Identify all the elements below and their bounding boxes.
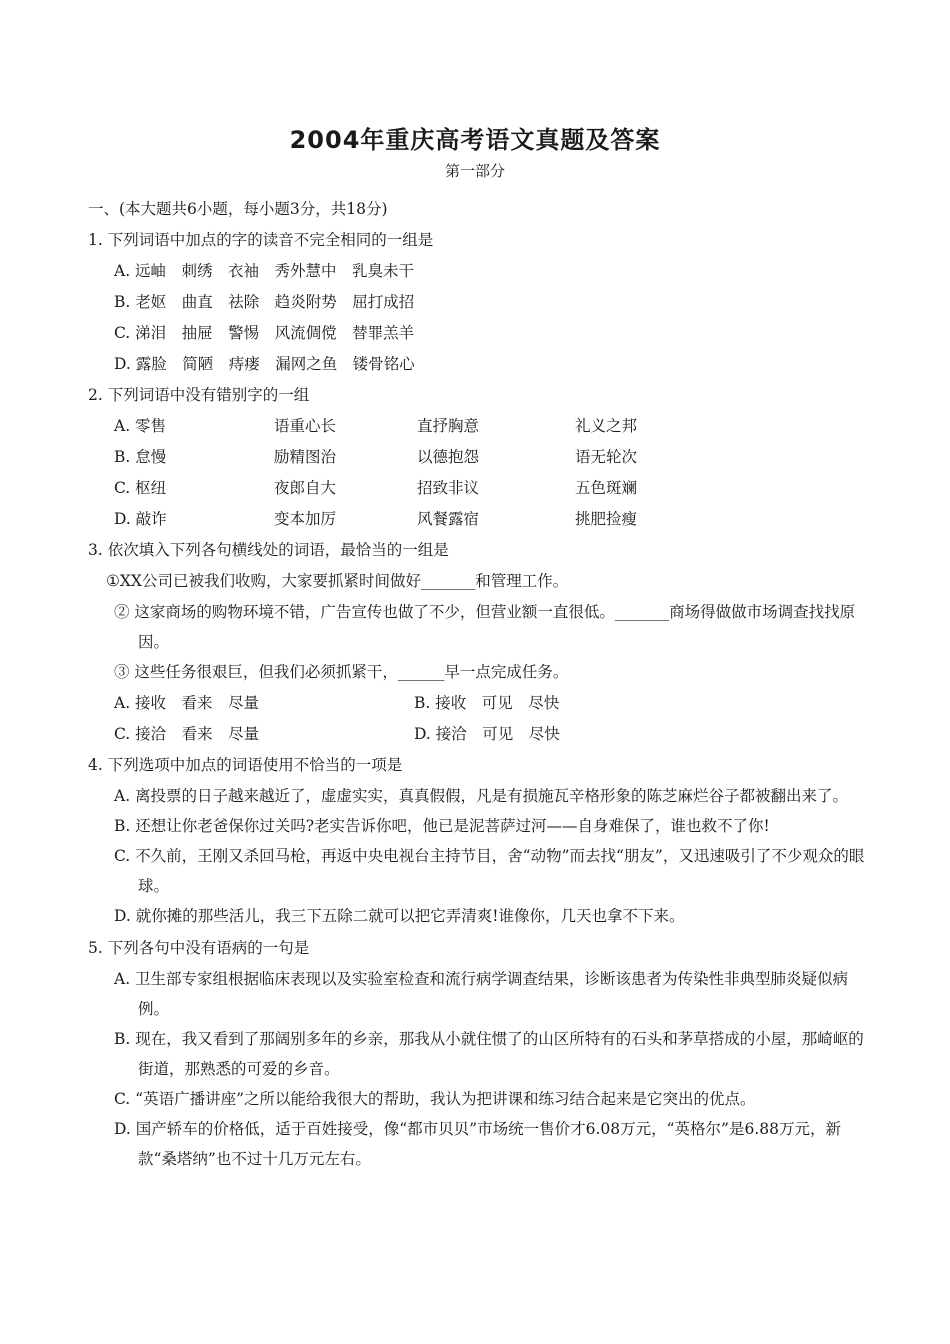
question-1-option-d: D. 露脸 简陋 痔瘘 漏网之鱼 镂骨铭心 — [114, 355, 415, 373]
question-1-option-b: B. 老妪 曲直 祛除 趋炎附势 屈打成招 — [114, 293, 415, 311]
question-1-option-a: A. 远岫 刺绣 衣袖 秀外慧中 乳臭未干 — [114, 262, 415, 280]
question-3-stem: 3. 依次填入下列各句横线处的词语，最恰当的一组是 — [88, 541, 449, 559]
question-4-option-c: C. 不久前，王刚又杀回马枪，再返中央电视台主持节目，舍“动物”而去找“朋友”，又迅速吸引了不少观众的眼球。 — [114, 847, 865, 895]
question-5-stem: 5. 下列各句中没有语病的一句是 — [88, 939, 310, 957]
option-cell: 励精图治 — [274, 448, 337, 466]
question-4-option-d: D. 就你摊的那些活儿，我三下五除二就可以把它弄清爽!谁像你，几天也拿不下来。 — [114, 907, 685, 925]
question-1-option-c: C. 涕泪 抽屉 警惕 风流倜傥 替罪羔羊 — [114, 324, 415, 342]
document-body — [88, 194, 878, 1174]
option-cell: 语无轮次 — [575, 448, 638, 466]
question-2-option-d — [88, 504, 878, 535]
question-5-option-a: A. 卫生部专家组根据临床表现以及实验室检查和流行病学调查结果，诊断该患者为传染性非典型肺炎疑似病例。 — [114, 970, 849, 1018]
question-4-stem: 4. 下列选项中加点的词语使用不恰当的一项是 — [88, 756, 403, 774]
option-cell: 五色斑斓 — [575, 479, 638, 497]
section-heading: 一、(本大题共6小题，每小题3分，共18分) — [88, 200, 388, 218]
document-title: 2004年重庆高考语文真题及答案 — [289, 126, 661, 154]
question-3-option-b: B. 接收 可见 尽快 — [414, 694, 560, 712]
question-5-option-b: B. 现在，我又看到了那阔别多年的乡亲，那我从小就住惯了的山区所特有的石头和茅草搭成的小屋，那崎岖的街道，那熟悉的可爱的乡音。 — [114, 1030, 864, 1078]
option-cell: 风餐露宿 — [417, 510, 480, 528]
question-2-option-a — [88, 411, 878, 442]
question-1-stem: 1. 下列词语中加点的字的读音不完全相同的一组是 — [88, 231, 434, 249]
question-3-sentence-1: ①XX公司已被我们收购，大家要抓紧时间做好_______和管理工作。 — [106, 572, 569, 590]
option-cell: 夜郎自大 — [274, 479, 337, 497]
option-cell: 挑肥捡瘦 — [575, 510, 638, 528]
question-4-option-a: A. 离投票的日子越来越近了，虚虚实实，真真假假，凡是有损施瓦辛格形象的陈芝麻烂谷子都被翻出来了。 — [114, 787, 849, 805]
question-3-sentence-2: ② 这家商场的购物环境不错，广告宣传也做了不少，但营业额一直很低。_______商场得做做市场调查找找原因。 — [114, 603, 856, 651]
question-5-option-c: C. “英语广播讲座”之所以能给我很大的帮助，我认为把讲课和练习结合起来是它突出的优点。 — [114, 1090, 756, 1108]
option-cell: D. 敲诈 — [114, 510, 167, 528]
question-3-option-d: D. 接洽 可见 尽快 — [414, 725, 560, 743]
option-cell: 直抒胸意 — [417, 417, 480, 435]
question-3-option-c: C. 接洽 看来 尽量 — [114, 725, 260, 743]
document-subtitle: 第一部分 — [444, 162, 505, 180]
option-cell: 礼义之邦 — [575, 417, 638, 435]
question-2-option-c — [88, 473, 878, 504]
option-cell: 招致非议 — [417, 479, 480, 497]
question-3-sentence-3: ③ 这些任务很艰巨，但我们必须抓紧干，______早一点完成任务。 — [114, 663, 569, 681]
question-3-options-row-2 — [88, 719, 878, 750]
question-3-option-a: A. 接收 看来 尽量 — [114, 694, 260, 712]
option-cell: 语重心长 — [274, 417, 337, 435]
option-cell: 以德抱怨 — [417, 448, 480, 466]
question-5-option-d: D. 国产轿车的价格低，适于百姓接受，像“都市贝贝”市场统一售价才6.08万元，“英格尔”是6.88万元，新款“桑塔纳”也不过十几万元左右。 — [114, 1120, 841, 1168]
question-4-option-b: B. 还想让你老爸保你过关吗?老实告诉你吧，他已是泥菩萨过河——自身难保了，谁也救不了你! — [114, 817, 770, 835]
option-cell: A. 零售 — [114, 417, 167, 435]
option-cell: 变本加厉 — [274, 510, 337, 528]
question-2-option-b — [88, 442, 878, 473]
question-2-stem: 2. 下列词语中没有错别字的一组 — [88, 386, 310, 404]
option-cell: C. 枢纽 — [114, 479, 167, 497]
question-3-options-row-1 — [88, 688, 878, 719]
option-cell: B. 怠慢 — [114, 448, 167, 466]
